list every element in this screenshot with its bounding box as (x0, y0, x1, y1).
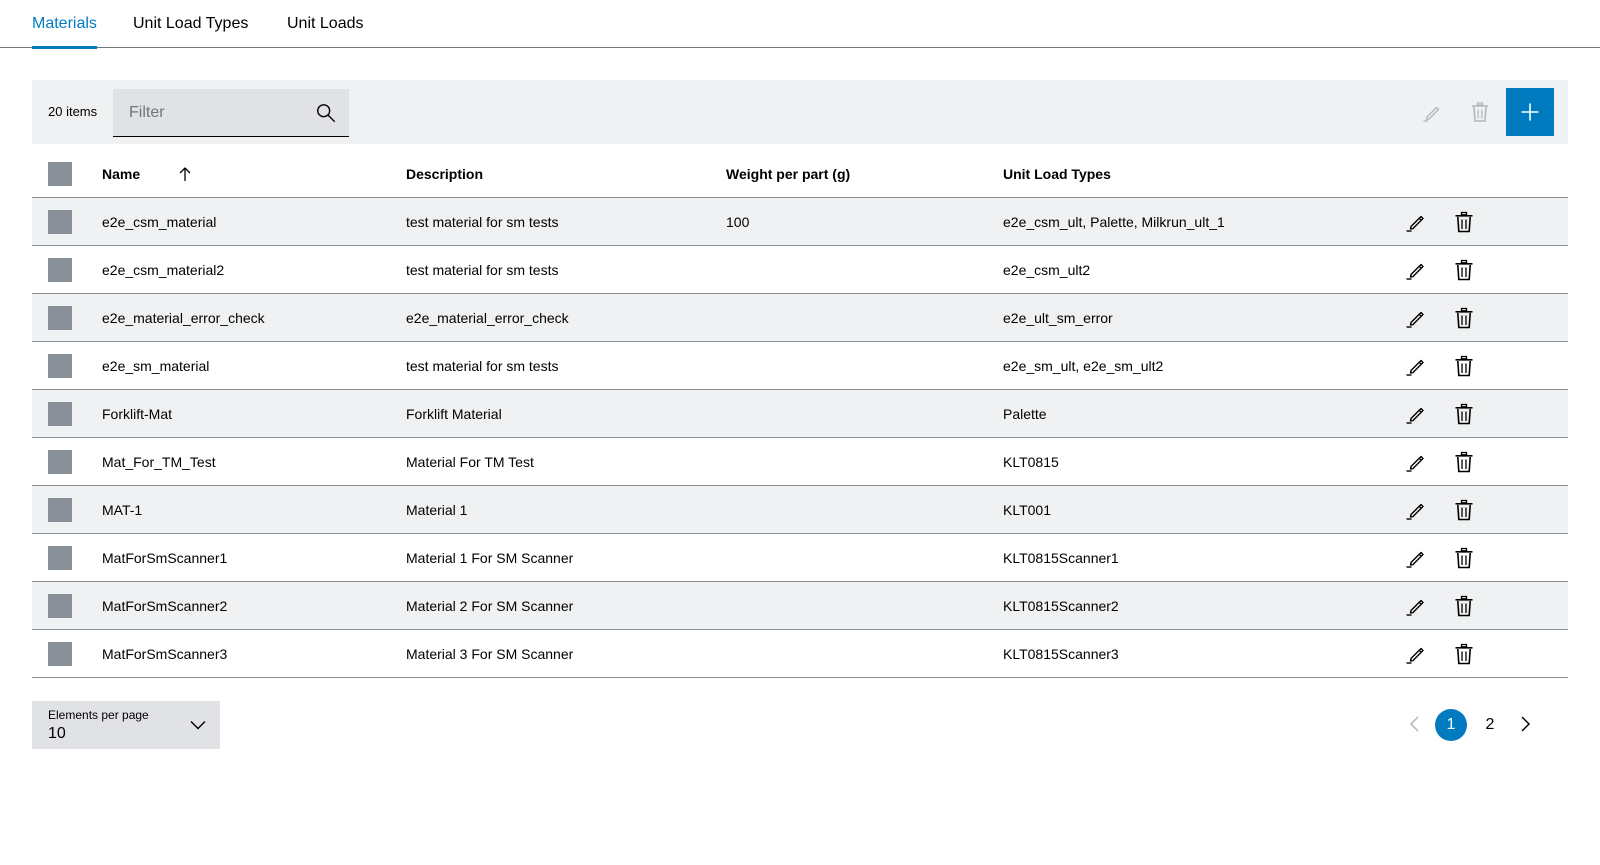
table-row[interactable] (32, 198, 1568, 246)
row-description: Material 3 For SM Scanner (406, 646, 574, 662)
row-weight: 100 (726, 214, 750, 230)
row-unit-load-types: KLT0815Scanner3 (1003, 646, 1119, 662)
row-checkbox[interactable] (48, 594, 72, 618)
row-name: e2e_sm_material (102, 358, 210, 374)
row-description: Material 2 For SM Scanner (406, 598, 574, 614)
edit-icon[interactable] (1404, 594, 1428, 618)
row-unit-load-types: e2e_ult_sm_error (1003, 310, 1113, 326)
edit-icon[interactable] (1404, 258, 1428, 282)
trash-icon[interactable] (1452, 546, 1476, 570)
row-description: test material for sm tests (406, 214, 559, 230)
row-description: test material for sm tests (406, 358, 559, 374)
row-unit-load-types: KLT0815Scanner2 (1003, 598, 1119, 614)
table-row[interactable] (32, 294, 1568, 342)
header-weight[interactable]: Weight per part (g) (726, 166, 851, 182)
edit-icon[interactable] (1404, 498, 1428, 522)
tab-bar (0, 0, 1600, 48)
trash-icon[interactable] (1452, 498, 1476, 522)
row-name: e2e_csm_material (102, 214, 217, 230)
edit-icon[interactable] (1404, 402, 1428, 426)
filter-field[interactable] (113, 89, 349, 137)
elements-per-page-label: Elements per page (48, 708, 149, 722)
plus-icon (1518, 100, 1542, 124)
item-count: 20 items (48, 104, 98, 119)
row-name: e2e_csm_material2 (102, 262, 225, 278)
elements-per-page-select[interactable] (32, 701, 220, 749)
row-checkbox[interactable] (48, 546, 72, 570)
row-unit-load-types: KLT0815Scanner1 (1003, 550, 1119, 566)
edit-icon[interactable] (1404, 306, 1428, 330)
header-name[interactable]: Name (102, 166, 141, 182)
next-page-icon[interactable] (1515, 714, 1535, 734)
header-unit-load-types[interactable]: Unit Load Types (1003, 166, 1111, 182)
edit-icon[interactable] (1404, 642, 1428, 666)
row-checkbox[interactable] (48, 354, 72, 378)
tab-materials[interactable]: Materials (32, 0, 97, 48)
row-checkbox[interactable] (48, 210, 72, 234)
trash-icon[interactable] (1452, 402, 1476, 426)
row-name: MatForSmScanner1 (102, 550, 228, 566)
select-all-checkbox[interactable] (48, 162, 72, 186)
row-name: MatForSmScanner3 (102, 646, 228, 662)
page-button-2[interactable]: 2 (1485, 716, 1495, 733)
filter-input[interactable] (113, 89, 313, 136)
edit-icon[interactable] (1404, 354, 1428, 378)
chevron-down-icon (188, 715, 208, 735)
edit-icon[interactable] (1404, 210, 1428, 234)
table-row[interactable] (32, 582, 1568, 630)
row-description: Material 1 (406, 502, 468, 518)
table-row[interactable] (32, 630, 1568, 678)
trash-icon[interactable] (1452, 210, 1476, 234)
row-description: Forklift Material (406, 406, 502, 422)
table-row[interactable] (32, 246, 1568, 294)
trash-icon[interactable] (1452, 306, 1476, 330)
row-unit-load-types: e2e_csm_ult2 (1003, 262, 1091, 278)
trash-icon[interactable] (1452, 258, 1476, 282)
sort-ascending-icon[interactable] (178, 166, 192, 182)
row-name: Mat_For_TM_Test (102, 454, 216, 470)
edit-icon[interactable] (1404, 546, 1428, 570)
row-name: MAT-1 (102, 502, 143, 518)
row-unit-load-types: KLT001 (1003, 502, 1051, 518)
table-header (32, 150, 1568, 198)
row-checkbox[interactable] (48, 258, 72, 282)
row-name: Forklift-Mat (102, 406, 172, 422)
row-name: e2e_material_error_check (102, 310, 265, 326)
search-icon[interactable] (315, 102, 337, 124)
add-button[interactable] (1506, 88, 1554, 136)
row-checkbox[interactable] (48, 306, 72, 330)
row-checkbox[interactable] (48, 642, 72, 666)
previous-page-icon[interactable] (1405, 714, 1425, 734)
row-checkbox[interactable] (48, 402, 72, 426)
row-description: Material 1 For SM Scanner (406, 550, 574, 566)
row-description: test material for sm tests (406, 262, 559, 278)
table-row[interactable] (32, 342, 1568, 390)
trash-icon[interactable] (1452, 450, 1476, 474)
elements-per-page-value: 10 (48, 725, 66, 742)
row-unit-load-types: Palette (1003, 406, 1047, 422)
table-row[interactable] (32, 534, 1568, 582)
trash-icon[interactable] (1452, 354, 1476, 378)
edit-icon[interactable] (1404, 450, 1428, 474)
row-description: Material For TM Test (406, 454, 534, 470)
trash-icon[interactable] (1452, 642, 1476, 666)
page-button-current[interactable]: 1 (1435, 709, 1467, 741)
table-row[interactable] (32, 438, 1568, 486)
tab-unit-load-types[interactable]: Unit Load Types (133, 15, 249, 32)
row-name: MatForSmScanner2 (102, 598, 228, 614)
row-checkbox[interactable] (48, 450, 72, 474)
table-row[interactable] (32, 486, 1568, 534)
row-unit-load-types: e2e_sm_ult, e2e_sm_ult2 (1003, 358, 1164, 374)
tab-unit-loads[interactable]: Unit Loads (287, 15, 364, 32)
delete-selected-icon[interactable] (1468, 100, 1492, 124)
row-unit-load-types: KLT0815 (1003, 454, 1059, 470)
header-description[interactable]: Description (406, 166, 484, 182)
trash-icon[interactable] (1452, 594, 1476, 618)
row-description: e2e_material_error_check (406, 310, 569, 326)
edit-selected-icon[interactable] (1421, 100, 1445, 124)
row-unit-load-types: e2e_csm_ult, Palette, Milkrun_ult_1 (1003, 214, 1225, 230)
row-checkbox[interactable] (48, 498, 72, 522)
table-toolbar (32, 80, 1568, 144)
table-row[interactable] (32, 390, 1568, 438)
